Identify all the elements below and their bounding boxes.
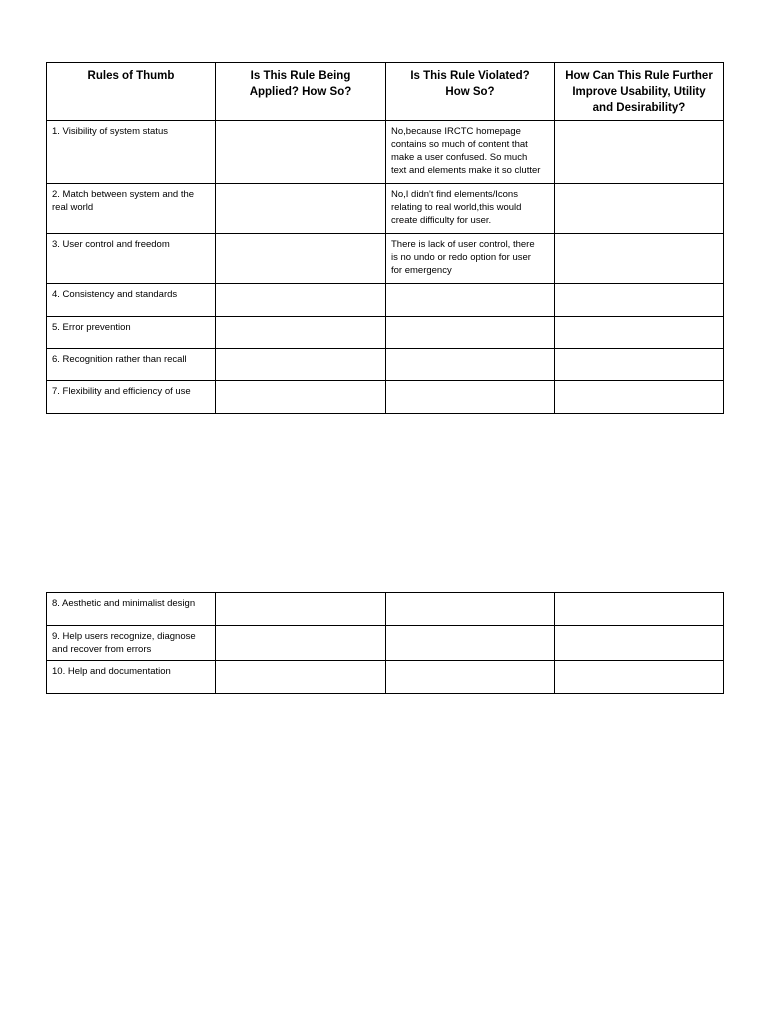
header-rule-violated: Is This Rule Violated? How So? (386, 63, 555, 121)
rule-cell: 5. Error prevention (47, 317, 216, 349)
improve-cell (555, 593, 724, 626)
violated-cell (386, 284, 555, 317)
heuristics-table-bottom (46, 592, 724, 694)
violated-cell (386, 593, 555, 626)
table-row (47, 234, 724, 284)
rule-cell: 9. Help users recognize, diagnose and recover from errors (47, 626, 216, 661)
improve-cell (555, 184, 724, 234)
violated-cell (386, 381, 555, 414)
violated-cell: There is lack of user control, there is no undo or redo option for user for emergency (386, 234, 555, 284)
applied-cell (216, 626, 386, 661)
violated-cell: No,because IRCTC homepage contains so much of content that make a user confused. So much text and elements make it so clutter (386, 121, 555, 184)
rule-cell: 3. User control and freedom (47, 234, 216, 284)
rule-cell: 1. Visibility of system status (47, 121, 216, 184)
table-row (47, 381, 724, 414)
header-row (47, 63, 724, 121)
applied-cell (216, 234, 386, 284)
applied-cell (216, 284, 386, 317)
rule-cell: 4. Consistency and standards (47, 284, 216, 317)
improve-cell (555, 661, 724, 694)
heuristics-table-top (46, 62, 724, 414)
rule-cell: 8. Aesthetic and minimalist design (47, 593, 216, 626)
table-row (47, 349, 724, 381)
rule-cell: 7. Flexibility and efficiency of use (47, 381, 216, 414)
improve-cell (555, 349, 724, 381)
header-rule-applied: Is This Rule Being Applied? How So? (216, 63, 386, 121)
improve-cell (555, 121, 724, 184)
improve-cell (555, 626, 724, 661)
applied-cell (216, 184, 386, 234)
table-row (47, 284, 724, 317)
improve-cell (555, 317, 724, 349)
table-row (47, 184, 724, 234)
applied-cell (216, 661, 386, 694)
improve-cell (555, 381, 724, 414)
table-row (47, 661, 724, 694)
table-row (47, 121, 724, 184)
improve-cell (555, 234, 724, 284)
applied-cell (216, 349, 386, 381)
rule-cell: 10. Help and documentation (47, 661, 216, 694)
applied-cell (216, 121, 386, 184)
violated-cell: No,I didn't find elements/Icons relating to real world,this would create difficulty for user. (386, 184, 555, 234)
improve-cell (555, 284, 724, 317)
violated-cell (386, 317, 555, 349)
rule-cell: 6. Recognition rather than recall (47, 349, 216, 381)
table-row (47, 593, 724, 626)
violated-cell (386, 349, 555, 381)
applied-cell (216, 317, 386, 349)
table-row (47, 626, 724, 661)
header-rules-of-thumb: Rules of Thumb (47, 63, 216, 121)
applied-cell (216, 593, 386, 626)
header-rule-improve: How Can This Rule Further Improve Usability, Utility and Desirability? (555, 63, 724, 121)
applied-cell (216, 381, 386, 414)
rule-cell: 2. Match between system and the real world (47, 184, 216, 234)
violated-cell (386, 661, 555, 694)
table-row (47, 317, 724, 349)
violated-cell (386, 626, 555, 661)
